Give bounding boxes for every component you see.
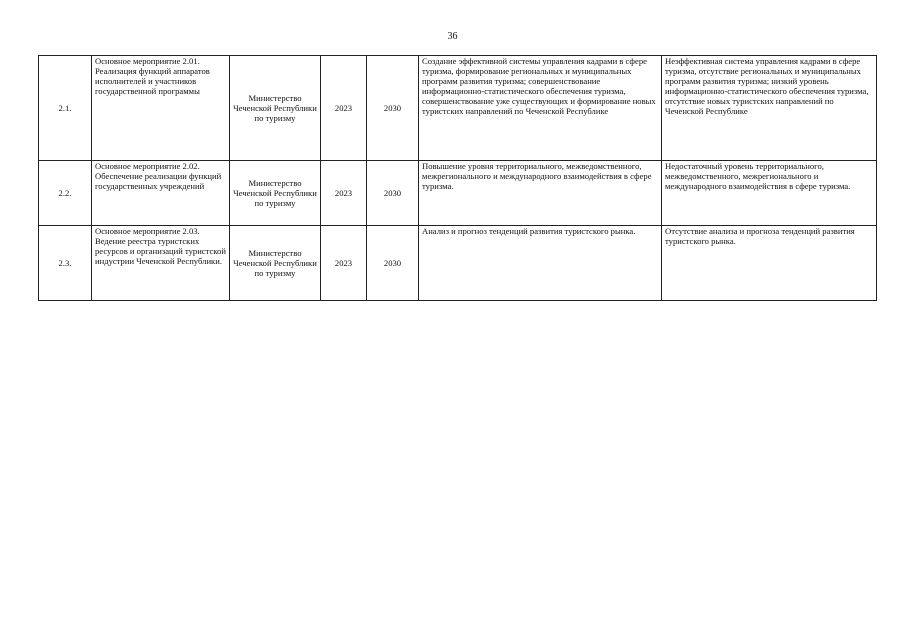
activities-table (38, 55, 877, 301)
activity-name-cell: Основное мероприятие 2.01. Реализация функций аппаратов исполнителей и участников государственной программы (92, 56, 230, 161)
table-row (39, 161, 877, 226)
start-year-cell: 2023 (321, 56, 367, 161)
row-number-cell: 2.3. (39, 226, 92, 301)
expected-result-cell: Повышение уровня территориального, межведомственного, межрегионального и международного взаимодействия в сфере туризма. (419, 161, 662, 226)
expected-result-cell: Анализ и прогноз тенденций развития туристского рынка. (419, 226, 662, 301)
executor-cell: Министерство Чеченской Республики по туризму (230, 161, 321, 226)
activity-name-cell: Основное мероприятие 2.02. Обеспечение реализации функций государственных учреждений (92, 161, 230, 226)
table-row (39, 56, 877, 161)
row-number-cell: 2.2. (39, 161, 92, 226)
end-year-cell: 2030 (367, 226, 419, 301)
start-year-cell: 2023 (321, 226, 367, 301)
start-year-cell: 2023 (321, 161, 367, 226)
end-year-cell: 2030 (367, 161, 419, 226)
expected-result-cell: Создание эффективной системы управления кадрами в сфере туризма, формирование региональных и муниципальных программ развития туризма; совершенствование информационно-статистического обеспечения туризма, совершенствование уже существующих и формирование новых туристских направлений по Чеченской Республике (419, 56, 662, 161)
page-number: 36 (447, 31, 458, 42)
activity-name-cell: Основное мероприятие 2.03. Ведение реестра туристских ресурсов и организаций туристской индустрии Чеченской Республики. (92, 226, 230, 301)
end-year-cell: 2030 (367, 56, 419, 161)
executor-cell: Министерство Чеченской Республики по туризму (230, 56, 321, 161)
executor-cell: Министерство Чеченской Республики по туризму (230, 226, 321, 301)
consequence-cell: Отсутствие анализа и прогноза тенденций развития туристского рынка. (662, 226, 877, 301)
consequence-cell: Неэффективная система управления кадрами в сфере туризма, отсутствие региональных и муниципальных программ развития туризма; низкий уровень информационно-статистического обеспечения туризма, отсутствие новых туристских направлений по Чеченской Республике (662, 56, 877, 161)
row-number-cell: 2.1. (39, 56, 92, 161)
table-row (39, 226, 877, 301)
consequence-cell: Недостаточный уровень территориального, межведомственного, межрегионального и международного взаимодействия в сфере туризма. (662, 161, 877, 226)
